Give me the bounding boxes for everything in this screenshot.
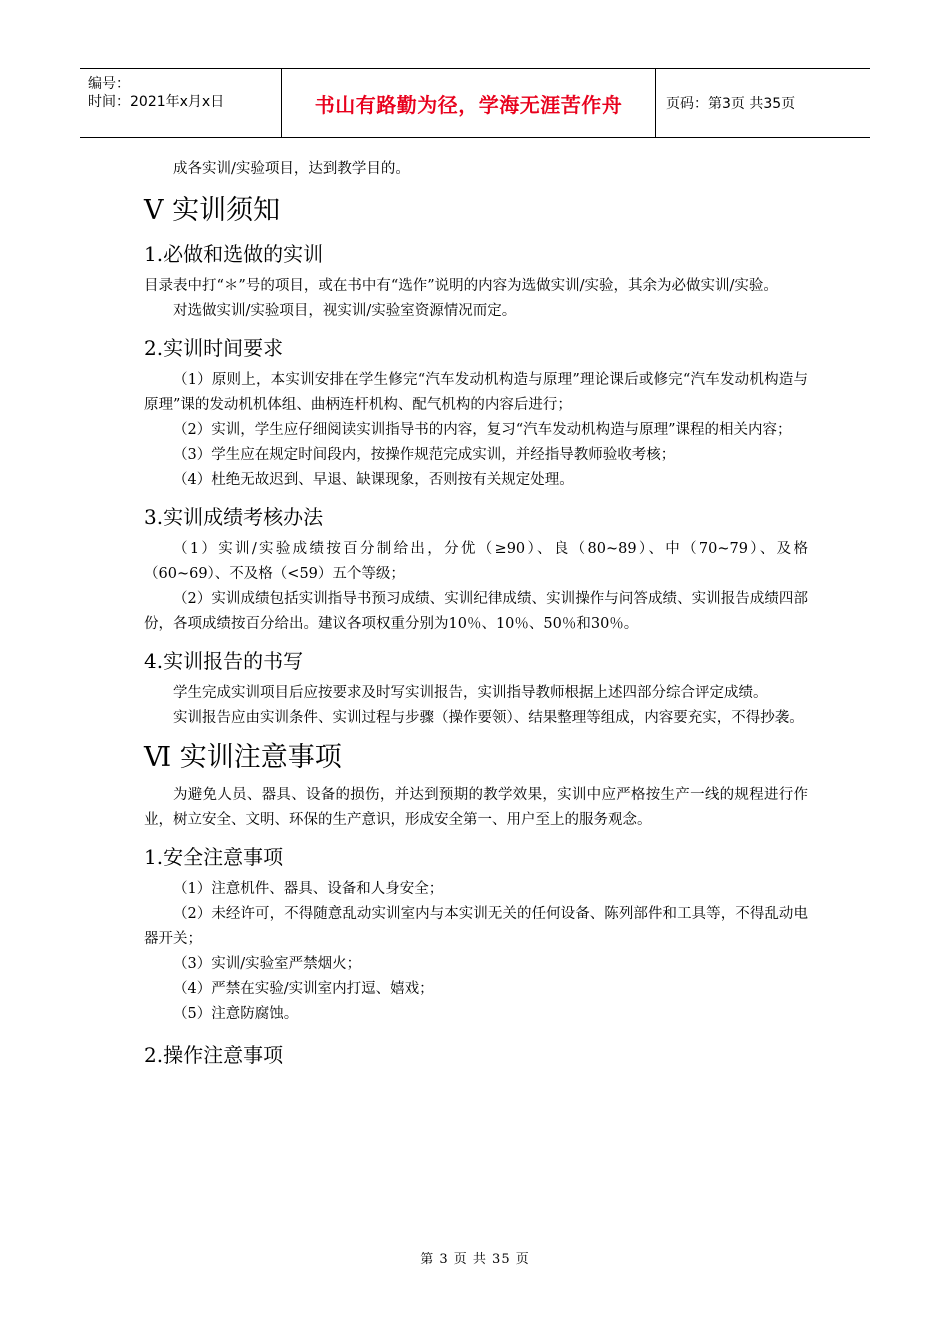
section-5-2-item-4: （4）杜绝无故迟到、早退、缺课现象，否则按有关规定处理。	[173, 472, 574, 488]
section-6-1-item-2: （2）未经许可，不得随意乱动实训室内与本实训无关的任何设备、陈列部件和工具等，不得乱动电器开关；	[144, 906, 808, 947]
section-5-4-paragraph-2: 实训报告应由实训条件、实训过程与步骤（操作要领）、结果整理等组成，内容要充实，不得抄袭。	[173, 710, 804, 726]
page-footer	[0, 1248, 950, 1267]
section-5-4-paragraph-1: 学生完成实训项目后应按要求及时写实训报告，实训指导教师根据上述四部分综合评定成绩。	[173, 685, 768, 701]
header-motto-cell	[282, 69, 656, 137]
section-6-1-item-1: （1）注意机件、器具、设备和人身安全；	[173, 881, 444, 897]
header-time-label: 时间：2021年x月x日	[88, 94, 225, 110]
section-6-1-item-4: （4）严禁在实验/实训室内打逗、嬉戏；	[173, 981, 434, 997]
page-header	[80, 68, 870, 138]
header-number-label: 编号：	[88, 76, 130, 92]
section-5-2-heading: 2.实训时间要求	[144, 336, 284, 360]
section-6-1-item-5: （5）注意防腐蚀。	[173, 1006, 299, 1022]
section-5-3-item-2: （2）实训成绩包括实训指导书预习成绩、实训纪律成绩、实训操作与问答成绩、实训报告成绩四部份，各项成绩按百分给出。建议各项权重分别为10％、10％、50％和30％。	[144, 591, 808, 632]
section-5-2-item-3: （3）学生应在规定时间段内，按操作规范完成实训，并经指导教师验收考核；	[173, 447, 676, 463]
section-6-intro-paragraph: 为避免人员、器具、设备的损伤，并达到预期的教学效果，实训中应严格按生产一线的规程进行作业，树立安全、文明、环保的生产意识，形成安全第一、用户至上的服务观念。	[144, 787, 808, 828]
section-5-4-heading: 4.实训报告的书写	[144, 649, 304, 673]
footer-page-number: 第 3 页 共 35 页	[420, 1252, 530, 1267]
section-5-3-item-1: （1）实训/实验成绩按百分制给出，分优（≥90）、良（80~89）、中（70~79）、及格（60~69）、不及格（<59）五个等级；	[144, 541, 808, 582]
header-meta-cell	[80, 69, 282, 137]
section-6-1-heading: 1.安全注意事项	[144, 845, 284, 869]
section-5-2-item-2: （2）实训，学生应仔细阅读实训指导书的内容，复习“汽车发动机构造与原理”课程的相关内容；	[173, 422, 792, 438]
section-6-heading: Ⅵ 实训注意事项	[144, 742, 342, 773]
header-motto: 书山有路勤为径，学海无涯苦作舟	[314, 92, 623, 117]
section-5-heading: Ⅴ 实训须知	[144, 195, 281, 226]
header-page-cell	[656, 69, 870, 137]
section-5-2-item-1: （1）原则上，本实训安排在学生修完“汽车发动机构造与原理”理论课后或修完“汽车发动机构造与原理”课的发动机机体组、曲柄连杆机构、配气机构的内容后进行；	[144, 372, 808, 413]
section-5-3-heading: 3.实训成绩考核办法	[144, 505, 324, 529]
section-6-2-heading: 2.操作注意事项	[144, 1043, 284, 1067]
section-6-1-item-3: （3）实训/实验室严禁烟火；	[173, 956, 362, 972]
header-page-label: 页码：第3页 共35页	[666, 96, 796, 112]
section-5-1-paragraph-1: 目录表中打“＊”号的项目，或在书中有“选作”说明的内容为选做实训/实验，其余为必做实训/实验。	[144, 278, 778, 294]
section-5-1-paragraph-2: 对选做实训/实验项目，视实训/实验室资源情况而定。	[173, 303, 517, 319]
document-body	[144, 157, 808, 1069]
intro-tail-paragraph: 成各实训/实验项目，达到教学目的。	[173, 161, 410, 177]
section-5-1-heading: 1.必做和选做的实训	[144, 242, 324, 266]
